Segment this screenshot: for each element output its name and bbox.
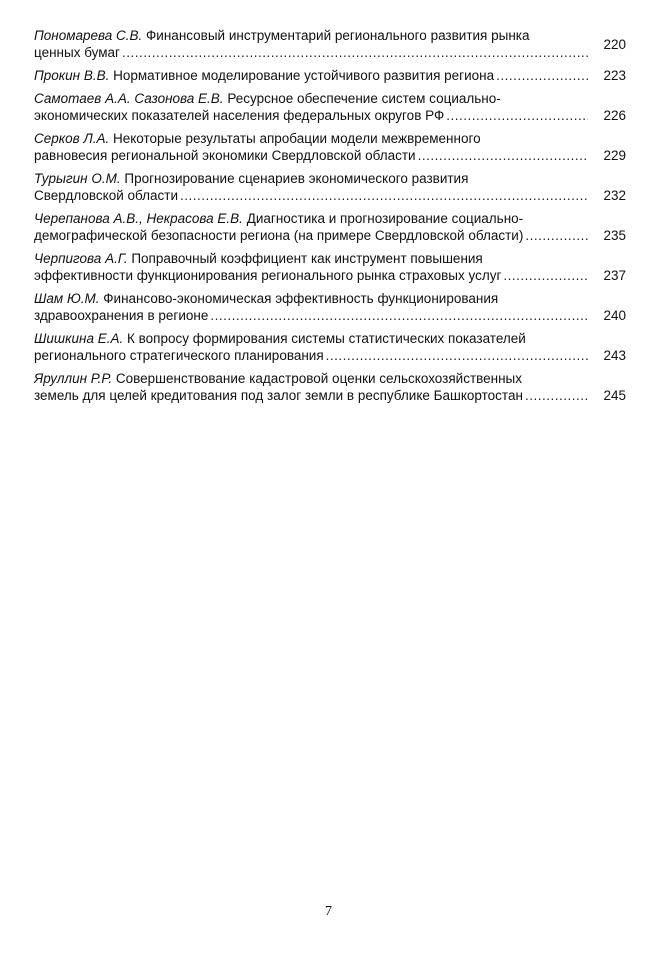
toc-title-line2: эффективности функционирования регионального рынка страховых услуг <box>34 268 502 283</box>
toc-entry-text <box>34 170 588 204</box>
dot-leader <box>324 347 588 364</box>
toc-title-line1: Диагностика и прогнозирование социально- <box>246 211 524 226</box>
dot-leader <box>208 307 588 324</box>
toc-entry-text <box>34 67 588 84</box>
toc-title-line1: Прогнозирование сценариев экономического развития <box>124 171 469 186</box>
toc-entry-text <box>34 370 588 404</box>
toc-author: Черпигова А.Г. <box>34 251 128 266</box>
toc-title-line1: Нормативное моделирование устойчивого развития региона <box>113 68 495 83</box>
toc-entry <box>34 290 626 324</box>
toc-title-line2: здравоохранения в регионе <box>34 308 209 323</box>
toc-page-number: 223 <box>603 68 626 83</box>
toc-author: Шишкина Е.А. <box>34 331 124 346</box>
toc-entry-text <box>34 210 588 244</box>
toc-entry <box>34 250 626 284</box>
toc-entry-text <box>34 290 588 324</box>
toc-entry-text <box>34 90 588 124</box>
toc-title-line1: Ресурсное обеспечение систем социально- <box>227 91 501 106</box>
toc-title-line2: экономических показателей населения федеральных округов РФ <box>34 108 445 123</box>
toc-page-number: 240 <box>603 308 626 323</box>
toc-title-line2: равновесия региональной экономики Свердловской области <box>34 148 416 163</box>
toc-title-line2: регионального стратегического планирования <box>34 348 324 363</box>
toc-title-line1: Финансово-экономическая эффективность функционирования <box>103 291 499 306</box>
toc-page-number: 237 <box>603 268 626 283</box>
toc-title-line1: К вопросу формирования системы статистических показателей <box>127 331 526 346</box>
toc-title-line2: земель для целей кредитования под залог земли в республике Башкортостан <box>34 388 523 403</box>
dot-leader <box>444 107 588 124</box>
toc-author: Прокин В.В. <box>34 68 110 83</box>
toc-page-number: 235 <box>603 228 626 243</box>
toc-page-number: 245 <box>603 388 626 403</box>
toc-page-number: 243 <box>603 348 626 363</box>
dot-leader <box>523 387 588 404</box>
toc-author: Пономарева С.В. <box>34 28 143 43</box>
dot-leader <box>416 147 588 164</box>
toc-entry <box>34 170 626 204</box>
dot-leader <box>523 227 588 244</box>
toc-page-number: 232 <box>603 188 626 203</box>
toc-entry-text <box>34 330 588 364</box>
toc-entry <box>34 67 626 84</box>
dot-leader <box>178 187 588 204</box>
toc-entry-text <box>34 130 588 164</box>
dot-leader <box>120 44 588 61</box>
toc-title-line1: Некоторые результаты апробации модели межвременного <box>112 131 481 146</box>
toc-page-number: 226 <box>603 108 626 123</box>
toc-entry <box>34 330 626 364</box>
toc-author: Серков Л.А. <box>34 131 110 146</box>
toc-author: Яруллин Р.Р. <box>34 371 113 386</box>
toc-entry <box>34 27 626 61</box>
toc-entry <box>34 210 626 244</box>
toc-entry <box>34 370 626 404</box>
dot-leader <box>494 67 588 84</box>
toc-page-number: 220 <box>603 36 626 52</box>
toc-author: Самотаев А.А. Сазонова Е.В. <box>34 91 224 106</box>
toc-author: Черепанова А.В., Некрасова Е.В. <box>34 211 243 226</box>
toc-title-line2: Свердловской области <box>34 188 179 203</box>
page-number: 7 <box>325 904 332 919</box>
toc-page-number: 229 <box>603 148 626 163</box>
toc-entry <box>34 130 626 164</box>
dot-leader <box>501 267 588 284</box>
table-of-contents <box>34 27 626 410</box>
toc-title-line2: демографической безопасности региона (на примере Свердловской области) <box>34 228 524 243</box>
toc-author: Турыгин О.М. <box>34 171 121 186</box>
toc-title-line1: Поправочный коэффициент как инструмент повышения <box>131 251 483 266</box>
toc-entry-text <box>34 27 588 61</box>
toc-entry <box>34 90 626 124</box>
toc-title-line1: Финансовый инструментарий регионального развития рынка <box>146 28 530 43</box>
toc-author: Шам Ю.М. <box>34 291 100 306</box>
toc-title-line1: Совершенствование кадастровой оценки сельскохозяйственных <box>115 371 523 386</box>
toc-title-line2: ценных бумаг <box>34 45 120 60</box>
toc-entry-text <box>34 250 588 284</box>
